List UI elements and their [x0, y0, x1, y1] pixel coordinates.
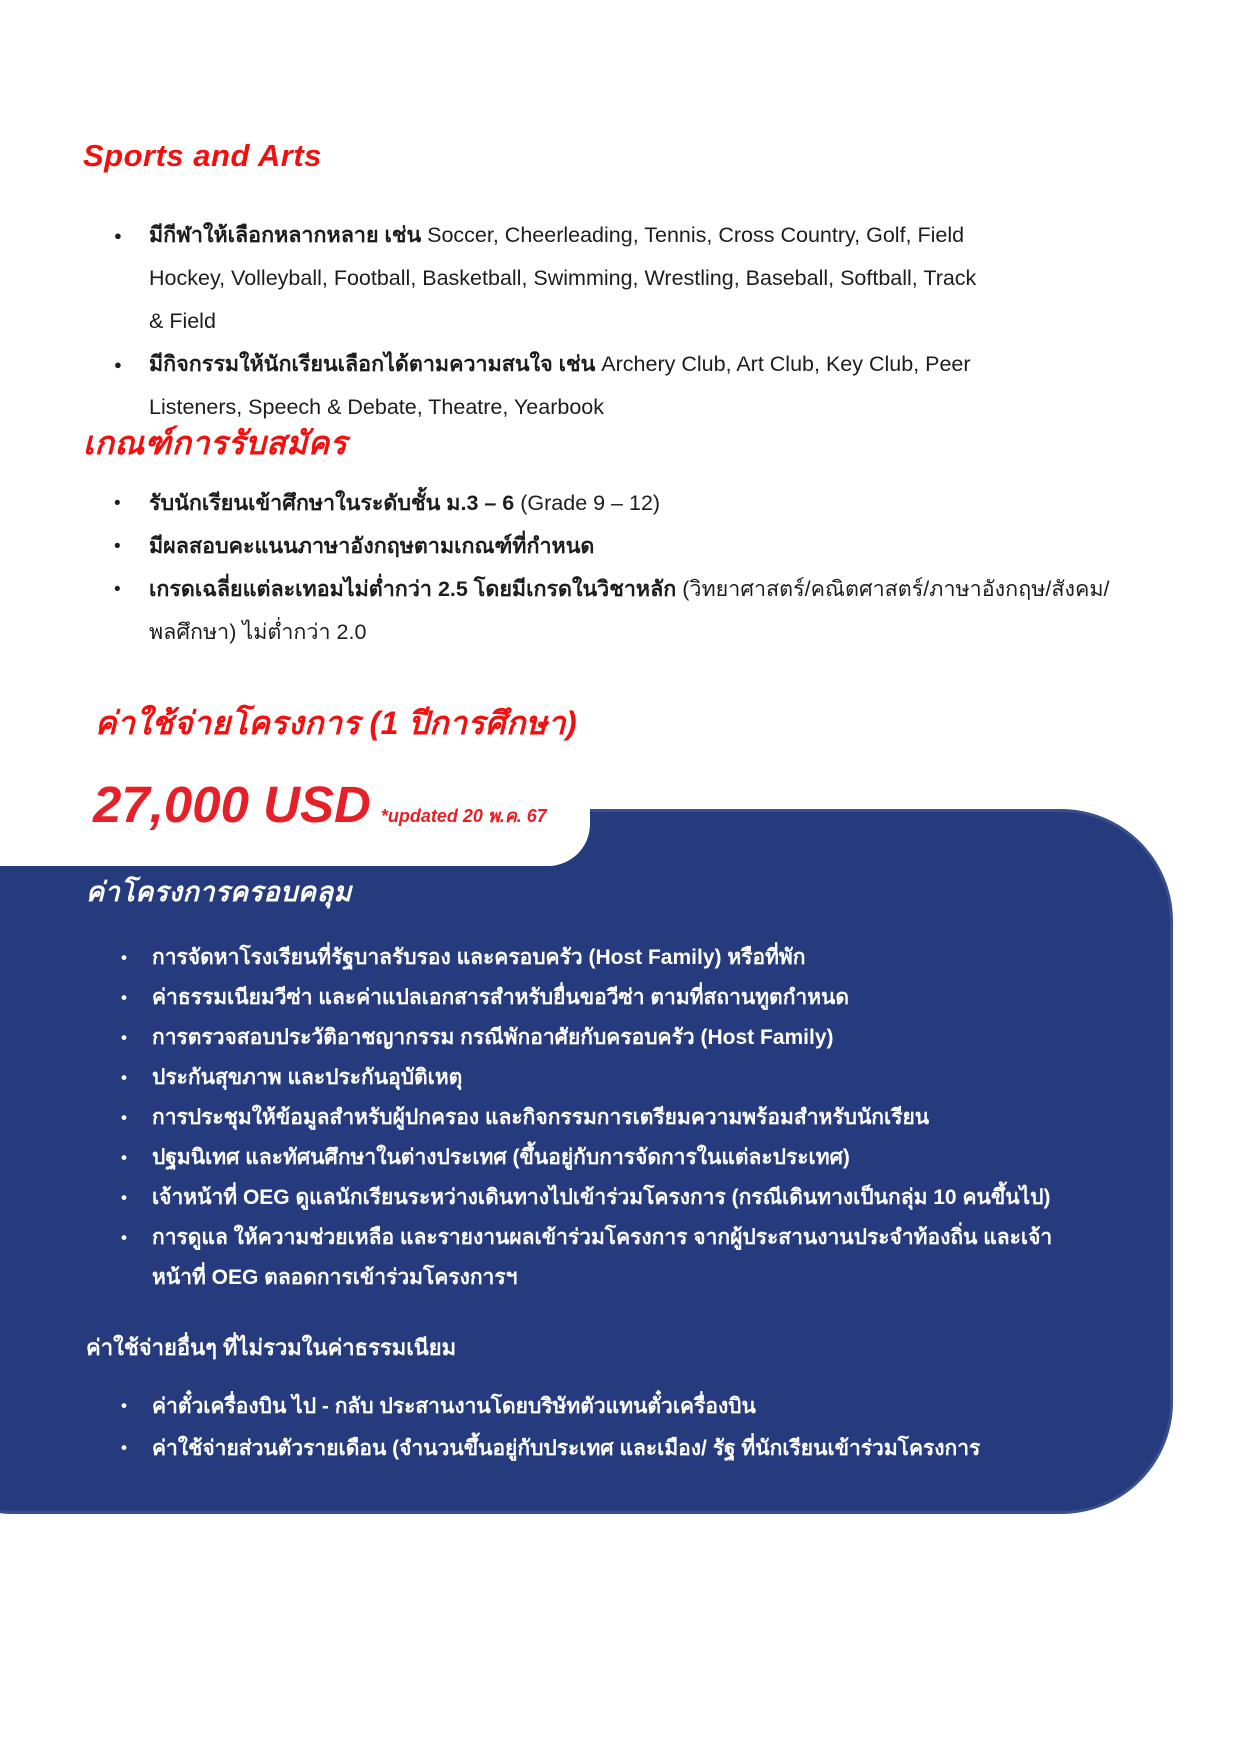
bullet-icon: ● [114, 357, 122, 372]
bullet-icon: • [114, 536, 121, 557]
excluded-bullet-list [120, 1386, 1110, 1470]
bullet-text: ปฐมนิเทศ และทัศนศึกษาในต่างประเทศ (ขึ้นอยู่กับการจัดการในแต่ละประเทศ) [152, 1146, 850, 1169]
bullet-text: การดูแล ให้ความช่วยเหลือ และรายงานผลเข้าร่วมโครงการ จากผู้ประสานงานประจำท้องถิ่น และเจ้าหน้าที่ OEG ตลอดการเข้าร่วมโครงการฯ [152, 1226, 1053, 1289]
bullet-icon: • [121, 1028, 127, 1047]
list-item [113, 343, 993, 429]
bullet-icon: • [114, 579, 121, 600]
list-item [113, 568, 1113, 654]
bullet-text: ประกันสุขภาพ และประกันอุบัติเหตุ [152, 1066, 463, 1089]
list-item [113, 482, 1113, 525]
bullet-text: การประชุมให้ข้อมูลสำหรับผู้ปกครอง และกิจกรรมการเตรียมความพร้อมสำหรับนักเรียน [152, 1106, 930, 1129]
list-item [120, 1058, 1100, 1098]
bullet-icon: • [121, 1108, 127, 1127]
program-cost-heading: ค่าใช้จ่ายโครงการ (1 ปีการศึกษา) [95, 705, 578, 741]
list-item [120, 938, 1100, 978]
list-item [120, 1386, 1110, 1428]
sports-and-arts-heading: Sports and Arts [83, 138, 322, 173]
bullet-icon: • [121, 948, 127, 967]
bullet-text: ค่าใช้จ่ายส่วนตัวรายเดือน (จำนวนขึ้นอยู่กับประเทศ และเมือง/ รัฐ ที่นักเรียนเข้าร่วมโครงการ [152, 1437, 981, 1460]
bullet-text-bold: มีกิจกรรมให้นักเรียนเลือกได้ตามความสนใจ เช่น [149, 352, 596, 376]
list-item [120, 1098, 1100, 1138]
list-item [120, 1138, 1100, 1178]
price-updated-note: *updated 20 พ.ค. 67 [380, 806, 547, 826]
coverage-bullet-list [120, 938, 1100, 1298]
price-value: 27,000 USD [93, 776, 371, 833]
list-item [113, 525, 1113, 568]
bullet-text: (Grade 9 – 12) [520, 491, 661, 515]
bullet-text: การตรวจสอบประวัติอาชญากรรม กรณีพักอาศัยกับครอบครัว (Host Family) [152, 1026, 834, 1049]
list-item [113, 214, 993, 343]
bullet-text-bold: มีกีฬาให้เลือกหลากหลาย เช่น [149, 223, 422, 247]
bullet-text: Archery Club, Art Club, Key Club, Peer Listeners, Speech & Debate, Theatre, Yearbook [149, 352, 971, 419]
bullet-text: (วิทยาศาสตร์/คณิตศาสตร์/ภาษาอังกฤษ/สังคม/พลศึกษา) ไม่ต่ำกว่า 2.0 [149, 577, 1110, 644]
bullet-text-bold: มีผลสอบคะแนนภาษาอังกฤษตามเกณฑ์ที่กำหนด [149, 534, 595, 558]
bullet-icon: • [121, 988, 127, 1007]
bullet-text: ค่าตั๋วเครื่องบิน ไป - กลับ ประสานงานโดยบริษัทตัวแทนตั๋วเครื่องบิน [152, 1395, 756, 1418]
criteria-bullet-list [113, 482, 1113, 654]
bullet-text: การจัดหาโรงเรียนที่รัฐบาลรับรอง และครอบครัว (Host Family) หรือที่พัก [152, 946, 806, 969]
excluded-costs-heading: ค่าใช้จ่ายอื่นๆ ที่ไม่รวมในค่าธรรมเนียม [86, 1335, 457, 1360]
bullet-icon: • [121, 1228, 127, 1247]
list-item [120, 1428, 1110, 1470]
bullet-text: Soccer, Cheerleading, Tennis, Cross Country, Golf, Field Hockey, Volleyball, Football, Basketball, Swimming, Wrestling, Baseball, Softball, Track & Field [149, 223, 977, 333]
bullet-text: เจ้าหน้าที่ OEG ดูแลนักเรียนระหว่างเดินทางไปเข้าร่วมโครงการ (กรณีเดินทางเป็นกลุ่ม 10 คนขึ้นไป) [152, 1186, 1051, 1209]
bullet-text: ค่าธรรมเนียมวีซ่า และค่าแปลเอกสารสำหรับยื่นขอวีซ่า ตามที่สถานทูตกำหนด [152, 986, 850, 1009]
coverage-heading: ค่าโครงการครอบคลุม [86, 877, 352, 907]
list-item [120, 1218, 1100, 1298]
bullet-text-bold: เกรดเฉลี่ยแต่ละเทอมไม่ต่ำกว่า 2.5 โดยมีเกรดในวิชาหลัก [149, 577, 683, 601]
bullet-icon: • [121, 1396, 127, 1415]
bullet-icon: • [114, 493, 121, 514]
bullet-icon: ● [114, 228, 122, 243]
price-row [93, 775, 547, 834]
list-item [120, 1178, 1100, 1218]
sports-bullet-list [113, 214, 993, 429]
bullet-icon: • [121, 1438, 127, 1457]
admission-criteria-heading: เกณฑ์การรับสมัคร [83, 425, 348, 461]
list-item [120, 1018, 1100, 1058]
list-item [120, 978, 1100, 1018]
bullet-icon: • [121, 1068, 127, 1087]
bullet-text-bold: รับนักเรียนเข้าศึกษาในระดับชั้น ม.3 – 6 [149, 491, 521, 515]
bullet-icon: • [121, 1188, 127, 1207]
bullet-icon: • [121, 1148, 127, 1167]
